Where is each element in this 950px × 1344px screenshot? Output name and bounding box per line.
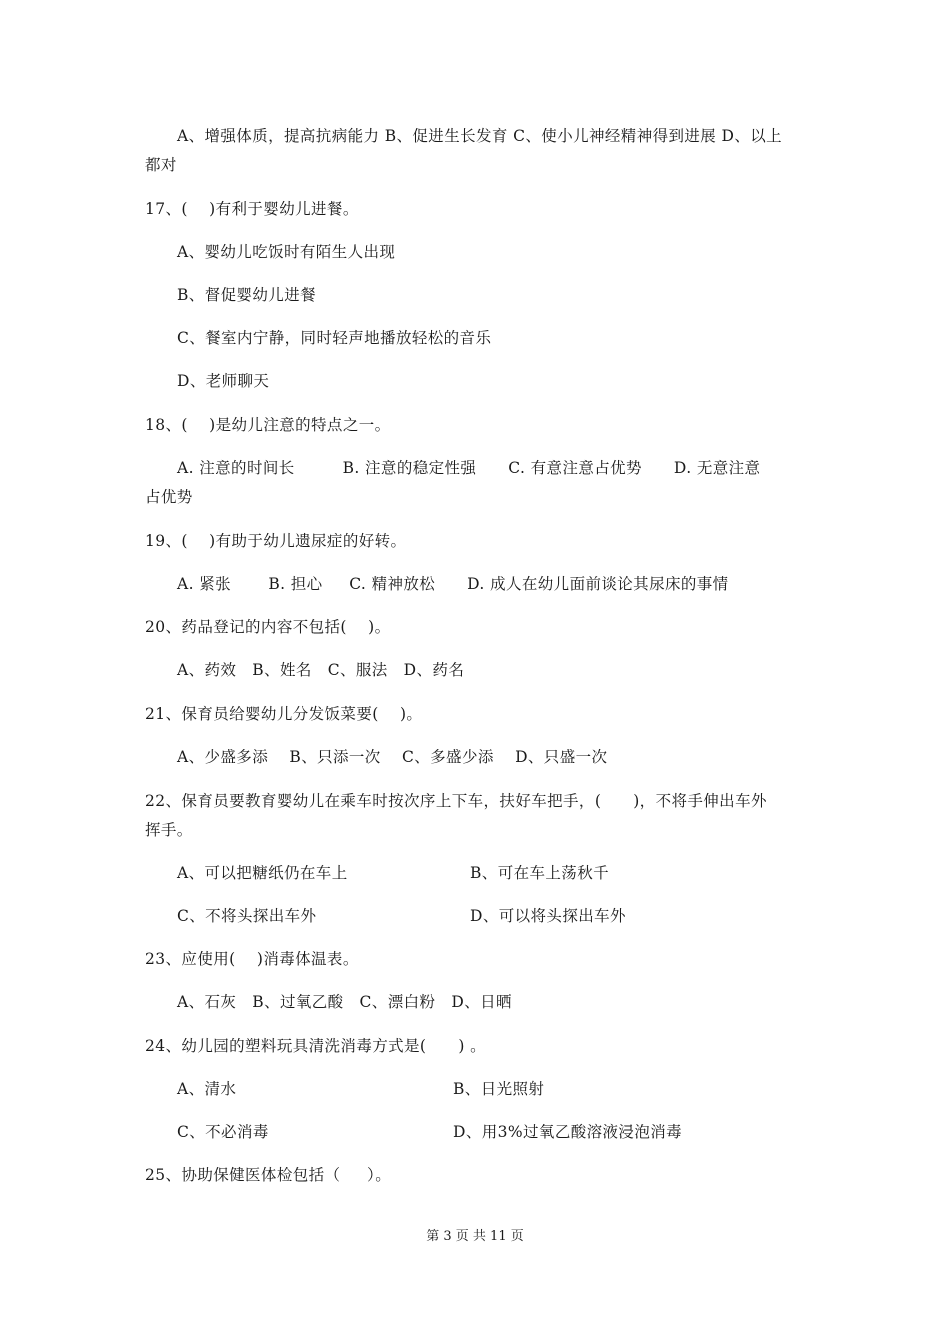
q23-options-line: A、石灰 B、过氧乙酸 C、漂白粉 D、日晒 [177,993,512,1011]
q24-option-d: D、用3%过氧乙酸溶液浸泡消毒 [453,1123,683,1141]
q17-option-b: B、督促婴幼儿进餐 [177,286,316,304]
q22-option-b: B、可在车上荡秋千 [470,864,609,882]
q25-stem: 25、协助保健医体检包括（ ）。 [145,1166,392,1184]
q16-options-line: A、增强体质，提高抗病能力 B、促进生长发育 C、使小儿神经精神得到进展 D、以上 [177,127,783,145]
q22-stem-continuation: 挥手。 [145,821,193,839]
q22-option-c: C、不将头探出车外 [177,907,317,925]
q21-stem: 21、保育员给婴幼儿分发饭菜要( )。 [145,705,423,723]
q17-option-a: A、婴幼儿吃饭时有陌生人出现 [177,243,396,261]
q24-option-c: C、不必消毒 [177,1123,269,1141]
q23-stem: 23、应使用( )消毒体温表。 [145,950,359,968]
q24-option-b: B、日光照射 [453,1080,545,1098]
q17-option-d: D、老师聊天 [177,372,270,390]
q22-option-d: D、可以将头探出车外 [470,907,626,925]
q24-option-a: A、清水 [177,1080,237,1098]
q18-stem: 18、( )是幼儿注意的特点之一。 [145,416,391,434]
q18-options-line: A. 注意的时间长 B. 注意的稳定性强 C. 有意注意占优势 D. 无意注意 [177,459,761,477]
q20-options-line: A、药效 B、姓名 C、服法 D、药名 [177,661,465,679]
page-footer: 第 3 页 共 11 页 [426,1229,524,1244]
q18-options-continuation: 占优势 [145,488,193,506]
q16-options-continuation: 都对 [145,156,177,174]
q22-option-a: A、可以把糖纸仍在车上 [177,864,348,882]
q17-option-c: C、餐室内宁静，同时轻声地播放轻松的音乐 [177,329,492,347]
q19-stem: 19、( )有助于幼儿遗尿症的好转。 [145,532,407,550]
q17-stem: 17、( )有利于婴幼儿进餐。 [145,200,359,218]
q19-options-line: A. 紧张 B. 担心 C. 精神放松 D. 成人在幼儿面前谈论其尿床的事情 [177,575,729,593]
q24-stem: 24、幼儿园的塑料玩具清洗消毒方式是( ) 。 [145,1037,487,1055]
q20-stem: 20、药品登记的内容不包括( )。 [145,618,391,636]
q22-stem: 22、保育员要教育婴幼儿在乘车时按次序上下车，扶好车把手，( )，不将手伸出车外 [145,792,767,810]
q21-options-line: A、少盛多添 B、只添一次 C、多盛少添 D、只盛一次 [177,748,608,766]
